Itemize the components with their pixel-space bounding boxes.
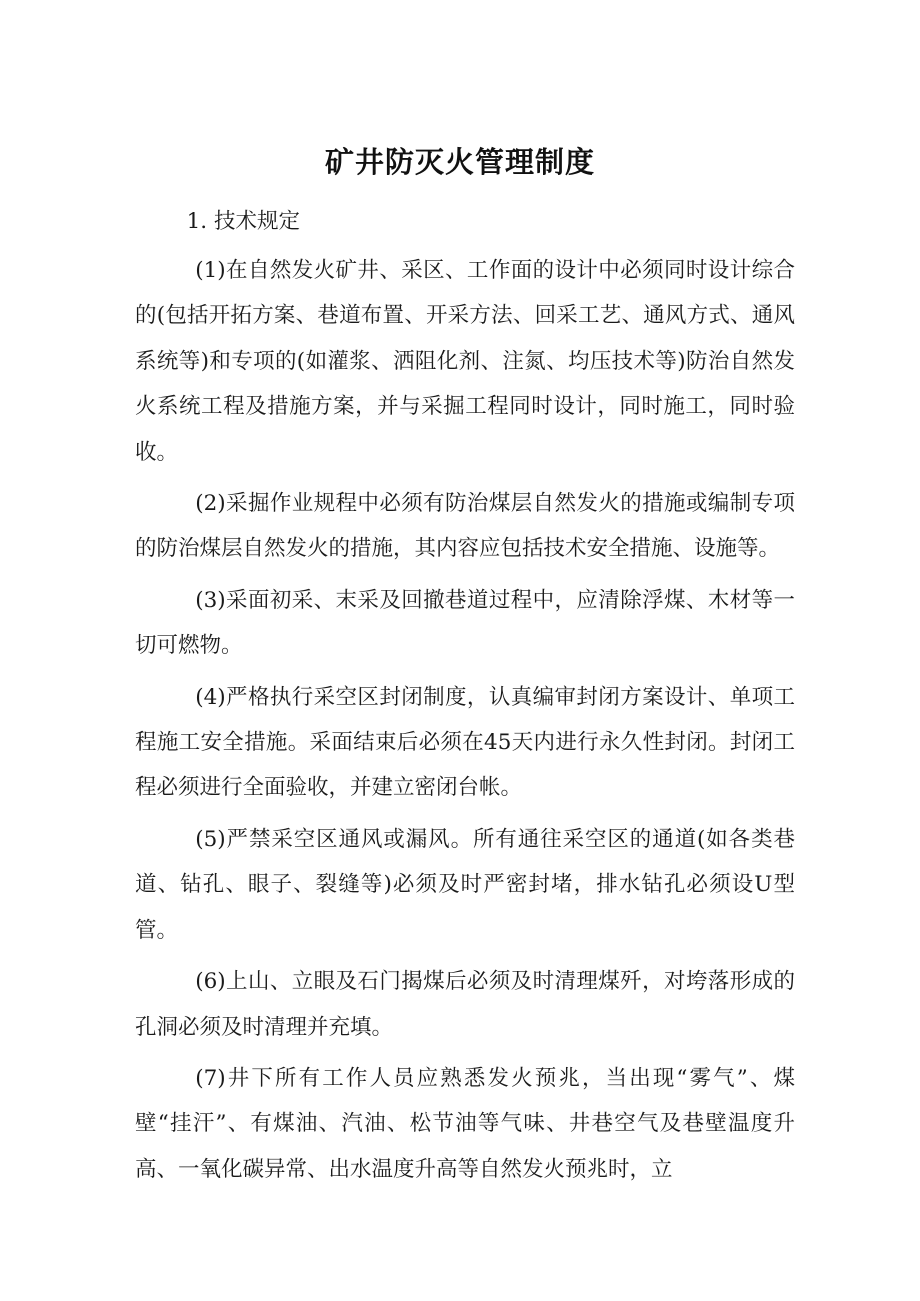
paragraph-7: (7)井下所有工作人员应熟悉发火预兆，当出现“雾气”、煤壁“挂汗”、有煤油、汽油、松节油等气味、井巷空气及巷壁温度升高、一氧化碳异常、出水温度升高等自然发火预兆时，立: [135, 1065, 795, 1182]
document-title: 矿井防灭火管理制度: [324, 145, 595, 179]
section-heading: 1. 技术规定: [186, 209, 300, 234]
paragraph-6: (6)上山、立眼及石门揭煤后必须及时清理煤歼，对垮落形成的孔洞必须及时清理并充填。: [135, 969, 795, 1040]
paragraph-1: (1)在自然发火矿井、采区、工作面的设计中必须同时设计综合的(包括开拓方案、巷道布置、开采方法、回采工艺、通风方式、通风系统等)和专项的(如灌浆、洒阻化剂、注氮、均压技术等)防治自然发火系统工程及措施方案，并与采掘工程同时设计，同时施工，同时验收。: [135, 258, 795, 465]
paragraph-4: (4)严格执行采空区封闭制度，认真编审封闭方案设计、单项工程施工安全措施。采面结束后必须在45天内进行永久性封闭。封闭工程必须进行全面验收，并建立密闭台帐。: [135, 684, 795, 801]
paragraph-3: (3)采面初采、末采及回撤巷道过程中，应清除浮煤、木材等一切可燃物。: [135, 587, 795, 659]
document-body: [135, 199, 795, 1192]
paragraph-2: (2)采掘作业规程中必须有防治煤层自然发火的措施或编制专项的防治煤层自然发火的措施，其内容应包括技术安全措施、设施等。: [135, 491, 795, 562]
paragraph-5: (5)严禁采空区通风或漏风。所有通往采空区的通道(如各类巷道、钻孔、眼子、裂缝等)必须及时严密封堵，排水钻孔必须设U型管。: [135, 826, 795, 943]
